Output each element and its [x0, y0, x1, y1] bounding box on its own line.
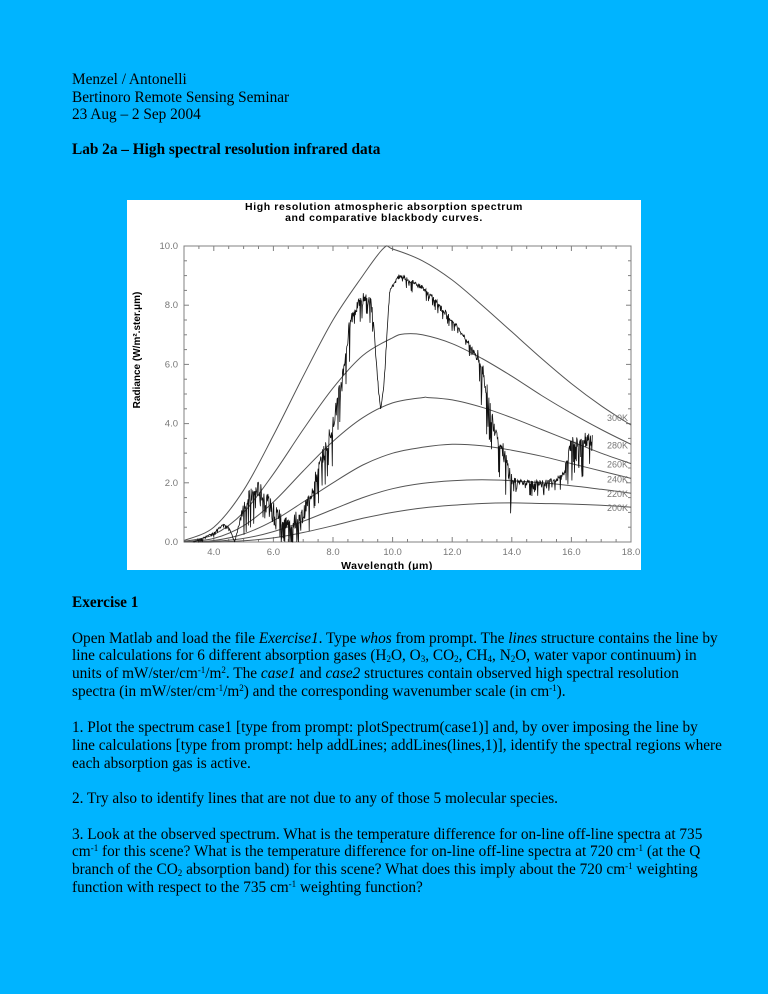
svg-text:10.0: 10.0 [383, 547, 402, 558]
svg-text:4.0: 4.0 [164, 418, 178, 430]
svg-text:8.0: 8.0 [164, 300, 178, 312]
seminar-name: Bertinoro Remote Sensing Seminar [72, 88, 290, 106]
seminar-dates: 23 Aug – 2 Sep 2004 [72, 106, 201, 124]
document-header [72, 71, 712, 159]
label-280K: 280K [606, 440, 628, 451]
svg-text:18.0: 18.0 [621, 547, 641, 558]
question-1: 1. Plot the spectrum case1 [type from prompt: plotSpectrum(case1)] and, by over imposing the line by line calculations [type from prompt: help addLines; addLines(lines,1)], identify the spectral regions where each absorption gas is active. [72, 718, 722, 772]
authors: Menzel / Antonelli [72, 71, 187, 88]
svg-text:12.0: 12.0 [442, 547, 462, 558]
label-240K: 240K [606, 474, 628, 485]
question-3: 3. Look at the observed spectrum. What is the temperature difference for on-line off-line spectra at 735 $cm^{-1}$ for this scene? What is the temperature difference for on-line off-line spectra at 720 $cm^{-1}$ (at the Q branch of the $CO_2$ absorption band) for this scene? What does this imply about the 720 $cm^{-1}$ weighting function with respect to the 735 $cm^{-1}$ weighting function? [72, 825, 703, 897]
lab-title: Lab 2a – High spectral resolution infrared data [72, 141, 381, 159]
spectrum-chart [127, 200, 641, 570]
label-220K: 220K [606, 489, 628, 500]
svg-text:6.0: 6.0 [266, 547, 281, 558]
label-260K: 260K [606, 459, 628, 470]
chart-title-line1: High resolution atmospheric absorption spectrum [245, 201, 523, 213]
svg-text:0.0: 0.0 [164, 537, 178, 548]
svg-text:2.0: 2.0 [164, 477, 178, 489]
svg-text:4.0: 4.0 [207, 547, 221, 558]
chart-title-line2: and comparative blackbody curves. [285, 212, 483, 224]
svg-text:16.0: 16.0 [562, 547, 581, 558]
svg-text:8.0: 8.0 [326, 547, 340, 558]
label-200K: 200K [606, 503, 628, 514]
svg-text:10.0: 10.0 [159, 241, 178, 252]
spectrum-figure [127, 200, 641, 570]
svg-text:6.0: 6.0 [164, 359, 178, 371]
svg-text:14.0: 14.0 [502, 547, 522, 558]
y-axis-label: Radiance (W/m².ster.μm) [132, 291, 143, 409]
temperature-labels [607, 413, 628, 513]
question-2: 2. Try also to identify lines that are not due to any of those 5 molecular species. [72, 790, 559, 808]
x-axis-label: Wavelength (μm) [341, 560, 433, 570]
exercise-section [72, 594, 722, 897]
label-300K: 300K [606, 413, 628, 424]
exercise-intro: Open Matlab and load the file Exercise1. Type whos from prompt. The lines structure contains the line by line calculations for 6 different absorption gases ($H_2O$, $O_3$, $CO_2$, $CH_4$, $N_2O$, water vapor continuum) in units of $mW/ster/cm^{-1}/m^2$. The case1 and case2 structures contain observed high spectral resolution spectra (in $mW/ster/cm^{-1}/m^2$) and the corresponding wavenumber scale (in $cm^{-1}$). [72, 629, 718, 701]
chart-axes [160, 241, 641, 558]
exercise-heading: Exercise 1 [72, 594, 139, 611]
